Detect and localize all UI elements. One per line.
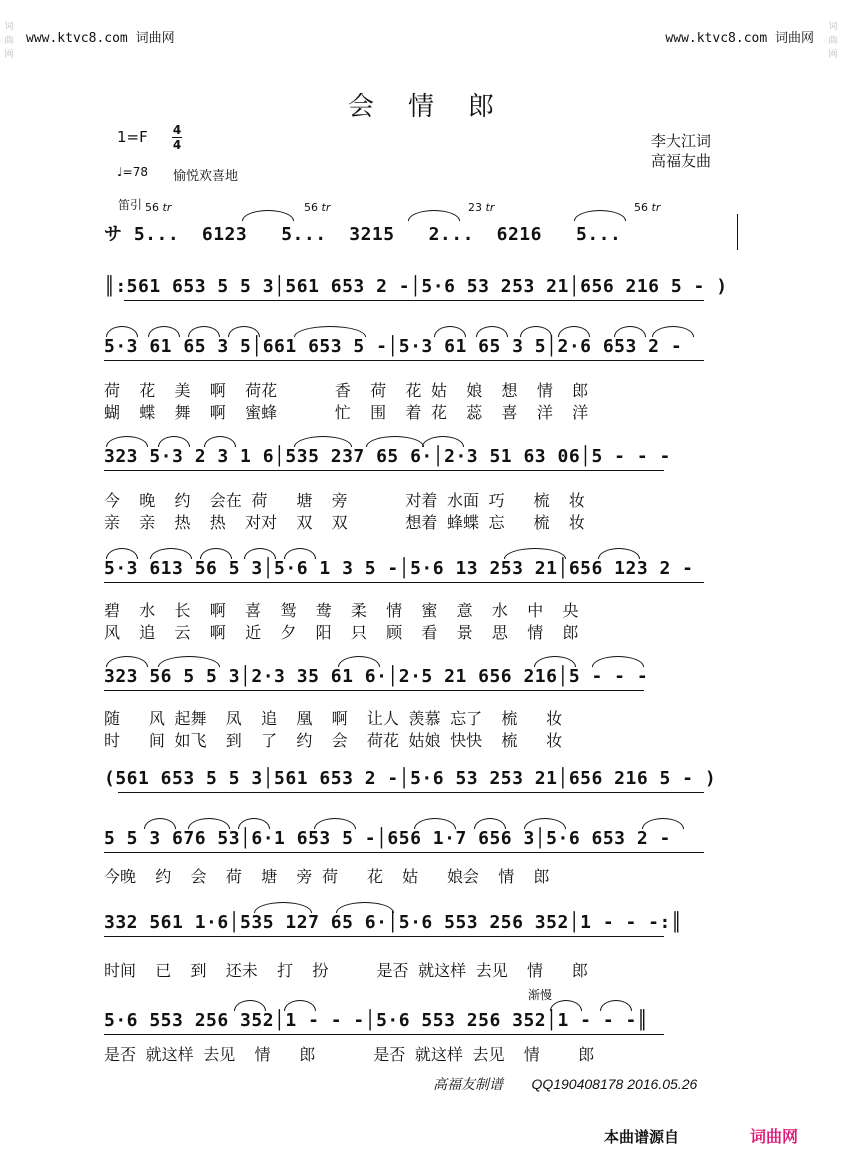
slur xyxy=(242,210,294,221)
row-notes: 323 56 5 5 3│2·3 35 61 6·│2·5 21 656 216│5 - - - xyxy=(104,666,649,687)
grace-note xyxy=(145,201,171,214)
row-notes: 5 5 3 676 53│6·1 653 5 -│656 1·7 656 3│5·6 653 2 - xyxy=(104,828,671,849)
beam-underline xyxy=(124,300,704,301)
watermark-char: 网 xyxy=(4,50,14,60)
grace-note xyxy=(468,201,494,214)
staff-row-1 xyxy=(104,270,740,306)
staff-row-4 xyxy=(104,552,740,588)
lyric-line: 随 风 起舞 凤 追 凰 啊 让人 羡慕 忘了 梳 妆 xyxy=(104,709,563,728)
intro-notes: サ 5... 6123 5... 3215 2... 6216 5... xyxy=(104,224,622,245)
lyric-line: 蝴 蝶 舞 啊 蜜蜂 忙 围 着 花 蕊 喜 洋 洋 xyxy=(104,403,589,422)
watermark-char: 网 xyxy=(828,50,838,60)
grace-note-4: 56 xyxy=(634,201,648,214)
trill-mark: tr xyxy=(162,201,172,214)
source-label: 本曲谱源自 xyxy=(604,1128,680,1146)
lyric-line: 时 间 如飞 到 了 约 会 荷花 姑娘 快快 梳 妆 xyxy=(104,731,563,750)
staff-row-5 xyxy=(104,660,740,696)
side-watermark-right xyxy=(826,0,840,1171)
staff-row-8 xyxy=(104,906,740,942)
meter-top: 4 xyxy=(172,123,182,137)
staff-row-6 xyxy=(104,762,740,798)
watermark-char: 词 xyxy=(828,22,838,32)
intro-label: 笛引 xyxy=(118,198,143,212)
grace-note-1: 56 xyxy=(145,201,159,214)
beam-underline xyxy=(104,852,704,853)
beam-underline xyxy=(104,470,664,471)
time-signature xyxy=(172,124,182,151)
lyric-line: 时间 已 到 还未 打 扮 是否 就这样 去见 情 郎 xyxy=(104,961,588,980)
lyric-line: 风 追 云 啊 近 夕 阳 只 顾 看 景 思 情 郎 xyxy=(104,623,579,642)
song-title: 会情郎 xyxy=(347,92,528,122)
staff-row-2 xyxy=(104,330,740,366)
staff-row-9 xyxy=(104,1004,740,1040)
row-notes: 332 561 1·6│535 127 65 6·│5·6 553 256 352│1 - - -:║ xyxy=(104,912,683,933)
trill-mark: tr xyxy=(321,201,331,214)
row-notes: ║:561 653 5 5 3│561 653 2 -│5·6 53 253 21│656 216 5 - ) xyxy=(104,276,728,297)
row-notes: 5·3 613 56 5 3│5·6 1 3 5 -│5·6 13 253 21│656 123 2 - xyxy=(104,558,694,579)
composer-credit: 高福友曲 xyxy=(651,152,712,170)
lyric-line: 亲 亲 热 热 对对 双 双 想着 蜂蝶 忘 梳 妆 xyxy=(104,513,585,532)
ritardando-mark: 渐慢 xyxy=(528,988,553,1002)
barline xyxy=(737,214,738,250)
beam-underline xyxy=(118,792,704,793)
expression-mark: 愉悦欢喜地 xyxy=(173,169,239,184)
staff-row-7 xyxy=(104,822,740,858)
lyricist-credit: 李大江词 xyxy=(651,132,712,150)
beam-underline xyxy=(104,936,664,937)
grace-note-3: 23 xyxy=(468,201,482,214)
row-notes: 5·6 553 256 352│1 - - -│5·6 553 256 352│1 - - -║ xyxy=(104,1010,649,1031)
beam-underline xyxy=(104,582,704,583)
beam-underline xyxy=(104,690,644,691)
watermark-char: 曲 xyxy=(4,36,14,46)
lyric-line: 碧 水 长 啊 喜 鸳 鸯 柔 情 蜜 意 水 中 央 xyxy=(104,601,579,620)
meter-bottom: 4 xyxy=(172,138,182,152)
lyric-line: 今 晚 约 会在 荷 塘 旁 对着 水面 巧 梳 妆 xyxy=(104,491,585,510)
grace-note-2: 56 xyxy=(304,201,318,214)
row-notes: (561 653 5 5 3│561 653 2 -│5·6 53 253 21│656 216 5 - ) xyxy=(104,768,717,789)
key-signature: 1=F xyxy=(117,128,148,146)
brand-logo[interactable]: 词曲网 xyxy=(750,1127,799,1146)
slur xyxy=(408,210,460,221)
beam-underline xyxy=(104,1034,664,1035)
staff-row-3 xyxy=(104,440,740,476)
site-url-right[interactable]: www.ktvc8.com 词曲网 xyxy=(665,31,814,46)
site-url-left[interactable]: www.ktvc8.com 词曲网 xyxy=(26,31,175,46)
row-notes: 323 5·3 2 3 1 6│535 237 65 6·│2·3 51 63 06│5 - - - xyxy=(104,446,671,467)
trill-mark: tr xyxy=(485,201,495,214)
slur xyxy=(574,210,626,221)
grace-note xyxy=(304,201,330,214)
beam-underline xyxy=(104,360,704,361)
grace-note xyxy=(634,201,660,214)
watermark-char: 词 xyxy=(4,22,14,32)
lyric-line: 荷 花 美 啊 荷花 香 荷 花 姑 娘 想 情 郎 xyxy=(104,381,589,400)
intro-staff xyxy=(104,214,740,250)
lyric-line: 是否 就这样 去见 情 郎 是否 就这样 去见 情 郎 xyxy=(104,1045,595,1064)
watermark-char: 曲 xyxy=(828,36,838,46)
contact-date: QQ190408178 2016.05.26 xyxy=(531,1076,698,1092)
tempo-mark: ♩=78 xyxy=(117,165,148,179)
row-notes: 5·3 61 65 3 5│661 653 5 -│5·3 61 65 3 5│2·6 653 2 - xyxy=(104,336,683,357)
lyric-line: 今晚 约 会 荷 塘 旁 荷 花 姑 娘会 情 郎 xyxy=(104,867,550,886)
footer-credits xyxy=(433,1074,697,1094)
arranger-credit: 高福友制谱 xyxy=(433,1077,503,1093)
side-watermark-left xyxy=(2,0,16,1171)
trill-mark: tr xyxy=(651,201,661,214)
